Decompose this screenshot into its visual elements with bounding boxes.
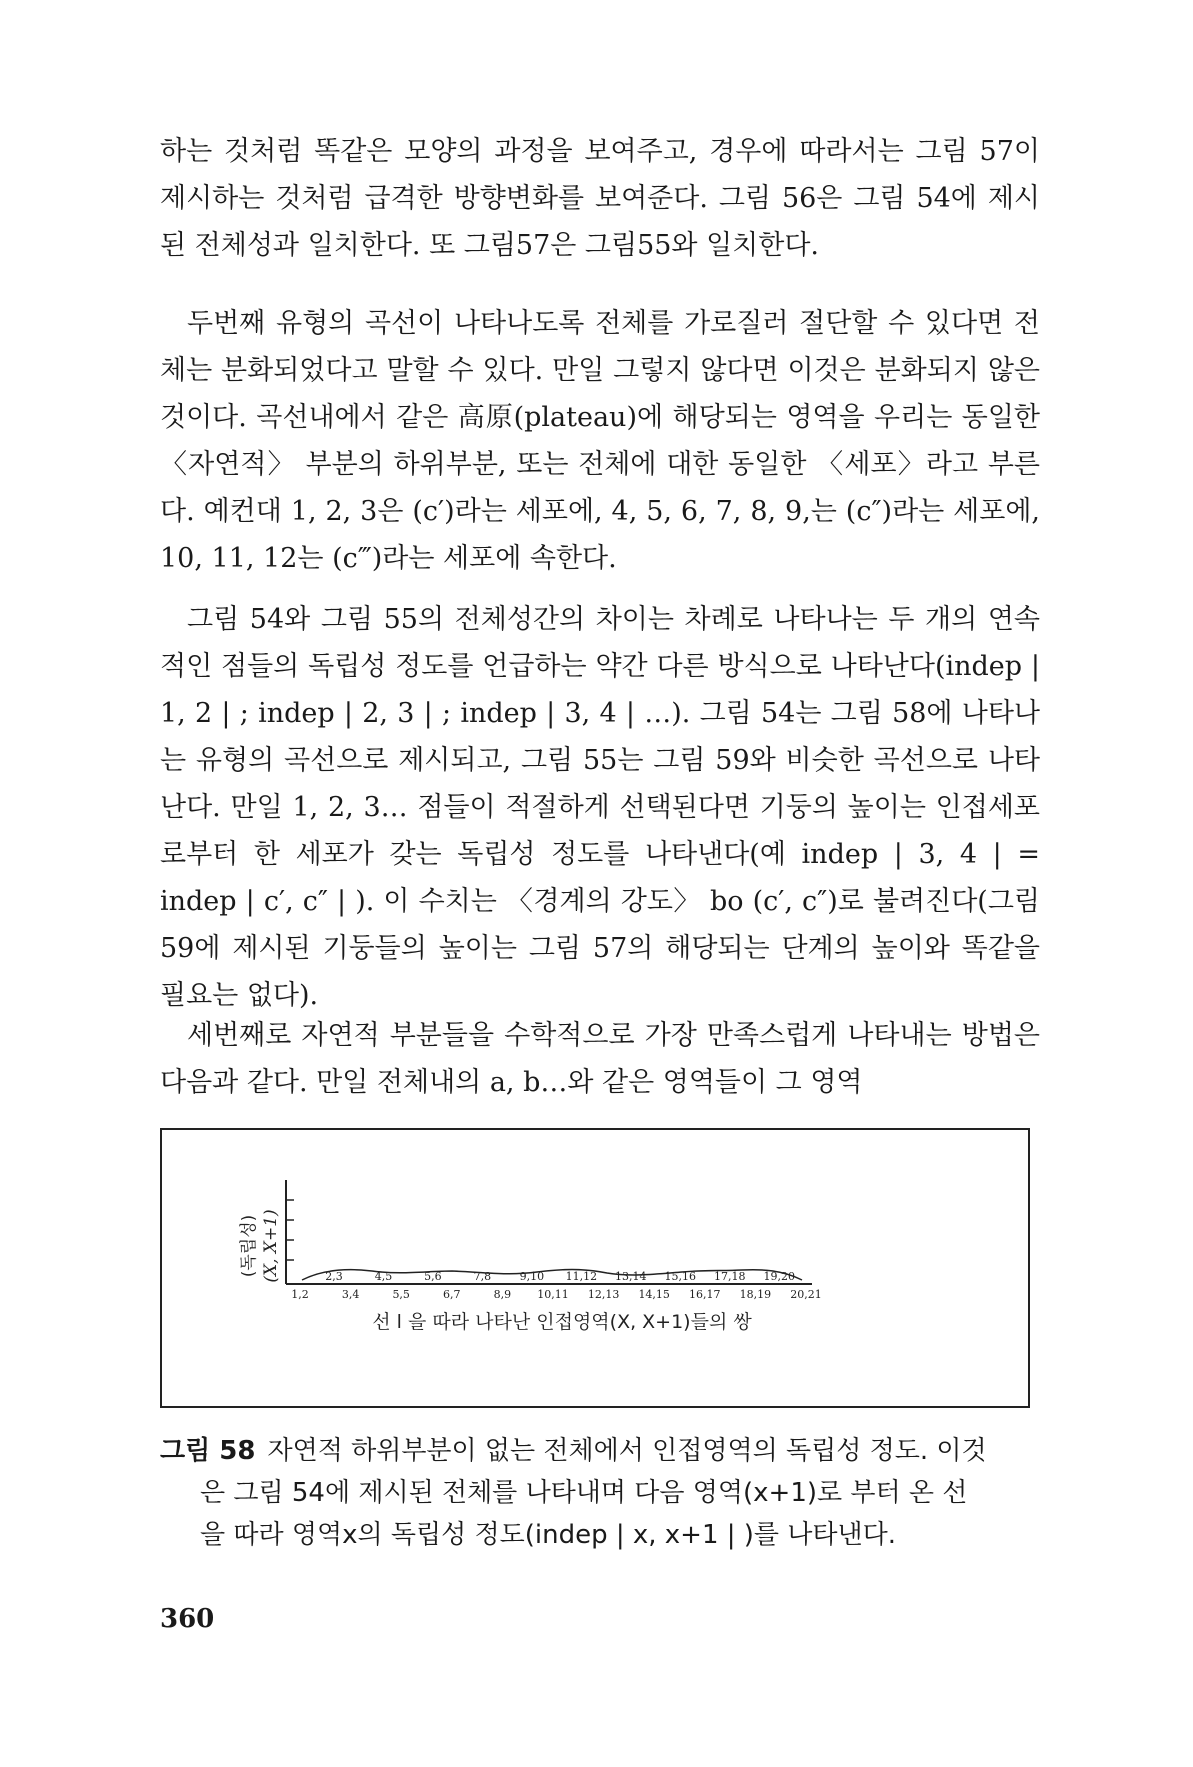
upper-tick-label: 7,8 [473, 1270, 492, 1283]
upper-tick-label: 15,16 [664, 1270, 697, 1283]
lower-tick-label: 5,5 [392, 1288, 410, 1301]
upper-tick-label: 5,6 [424, 1270, 442, 1283]
caption-line-2: 은 그림 54에 제시된 전체를 나타내며 다음 영역(x+1)로 부터 온 선 [200, 1478, 968, 1508]
x-axis-title: 선 l 을 따라 나타난 인접영역(X, X+1)들의 쌍 [372, 1311, 752, 1333]
upper-tick-label: 4,5 [374, 1270, 393, 1283]
upper-tick-label: 9,10 [519, 1270, 545, 1283]
y-axis-label-line1: (독립성) [239, 1214, 259, 1278]
lower-tick-label: 16,17 [689, 1288, 721, 1301]
y-axis-label-line2: (X, X+1) [261, 1209, 281, 1283]
upper-tick-label: 11,12 [565, 1270, 598, 1283]
lower-tick-label: 18,19 [739, 1288, 772, 1301]
upper-tick-label: 17,18 [714, 1270, 746, 1283]
lower-tick-label: 8,9 [493, 1288, 512, 1301]
lower-tick-labels [291, 1288, 822, 1301]
page-number: 360 [160, 1604, 215, 1634]
lower-tick-label: 6,7 [443, 1288, 461, 1301]
caption-label: 그림 58 [160, 1436, 256, 1466]
lower-tick-label: 1,2 [291, 1288, 309, 1301]
body-paragraph-3: 그림 54와 그림 55의 전체성간의 차이는 차례로 나타나는 두 개의 연속적인 점들의 독립성 정도를 언급하는 약간 다른 방식으로 나타난다(indep | 1, 2 | ; indep | 2, 3 | ; indep | 3, 4 | …). 그림 54는 그림 58에 나타나는 유형의 곡선으로 제시되고, 그림 55는 그림 59와 비슷한 곡선으로 나타난다. 만일 1, 2, 3… 점들이 적절하게 선택된다면 기둥의 높이는 인접세포로부터 한 세포가 갖는 독립성 정도를 나타낸다(예 indep | 3, 4 | = indep | c′, c″ | ). 이 수치는 〈경계의 강도〉 bo (c′, c″)로 불려진다(그림 59에 제시된 기둥들의 높이는 그림 57의 해당되는 단계의 높이와 똑같을 필요는 없다). [160, 604, 1040, 1011]
lower-tick-label: 3,4 [341, 1288, 360, 1301]
lower-tick-label: 12,13 [587, 1288, 620, 1301]
body-paragraph-1: 하는 것처럼 똑같은 모양의 과정을 보여주고, 경우에 따라서는 그림 57이 제시하는 것처럼 급격한 방향변화를 보여준다. 그림 56은 그림 54에 제시된 전체성과 일치한다. 또 그림57은 그림55와 일치한다. [160, 136, 1040, 261]
lower-tick-label: 10,11 [537, 1288, 569, 1301]
upper-tick-label: 2,3 [325, 1270, 343, 1283]
caption-line-1: 자연적 하위부분이 없는 전체에서 인접영역의 독립성 정도. 이것 [267, 1436, 987, 1466]
figure-58-plot [162, 1130, 1028, 1406]
caption-line-3: 을 따라 영역x의 독립성 정도(indep | x, x+1 | )를 나타낸다. [200, 1520, 897, 1550]
upper-tick-label: 13,14 [615, 1270, 647, 1283]
lower-tick-label: 20,21 [790, 1288, 822, 1301]
body-paragraph-2: 두번째 유형의 곡선이 나타나도록 전체를 가로질러 절단할 수 있다면 전체는 분화되었다고 말할 수 있다. 만일 그렇지 않다면 이것은 분화되지 않은 것이다. 곡선내에서 같은 高原(plateau)에 해당되는 영역을 우리는 동일한 〈자연적〉 부분의 하위부분, 또는 전체에 대한 동일한 〈세포〉라고 부른다. 예컨대 1, 2, 3은 (c′)라는 세포에, 4, 5, 6, 7, 8, 9,는 (c″)라는 세포에, 10, 11, 12는 (c‴)라는 세포에 속한다. [160, 308, 1040, 574]
figure-58-box [160, 1128, 1030, 1408]
lower-tick-label: 14,15 [638, 1288, 670, 1301]
figure-caption [160, 1430, 1050, 1556]
body-paragraph-4: 세번째로 자연적 부분들을 수학적으로 가장 만족스럽게 나타내는 방법은 다음과 같다. 만일 전체내의 a, b…와 같은 영역들이 그 영역 [160, 1020, 1040, 1098]
upper-tick-label: 19,20 [763, 1270, 796, 1283]
